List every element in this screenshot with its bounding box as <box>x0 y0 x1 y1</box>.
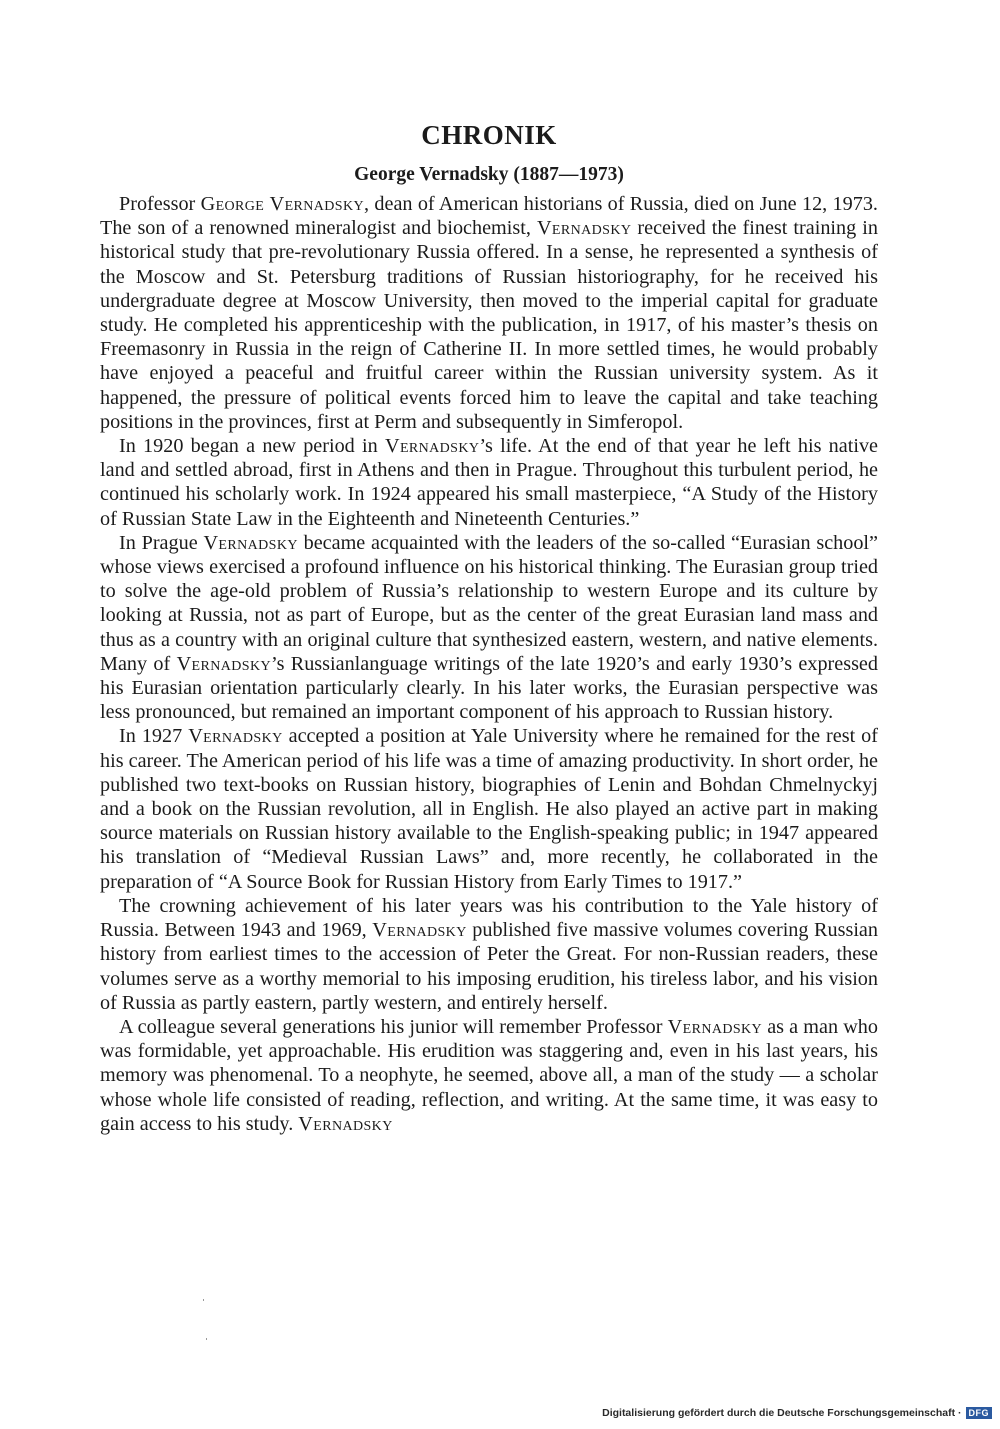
text-run: ’s Russianlanguage writings of the late 1920’s and early 1930’s expressed his Eurasian orientation particularly clearly. In his later works, the Eurasian perspective was less pronounced, but remained an important component of his approach to Russian history. <box>100 652 878 724</box>
section-title: CHRONIK <box>421 120 557 150</box>
article-body <box>100 192 878 1136</box>
text-run: The crowning achievement of his later years was his contribution to the Yale history of Russia. Between 1943 and 1969, <box>100 894 878 942</box>
dfg-logo-icon: DFG <box>966 1407 993 1419</box>
scan-speck <box>206 1338 207 1340</box>
paragraph <box>100 434 878 531</box>
text-run: ’s life. At the end of that year he left his native land and settled abroad, first in Athens and then in Prague. Throughout this turbulent period, he continued his scholarly work. In 1924 appeared his small masterpiece, “A Study of the History of Russian State Law in the Eighteenth and Nineteenth Centuries.” <box>100 435 878 530</box>
obituary-title: George Vernadsky (1887—1973) <box>354 164 624 185</box>
name-smallcaps: Vernadsky <box>298 1112 393 1135</box>
paragraph <box>100 531 878 725</box>
text-run: received the finest training in historical study that pre-revolutionary Russia offered. In a sense, he represented a synthesis of the Moscow and St. Petersburg traditions of Russian historiography, for he received his undergraduate degree at Moscow University, then moved to the imperial capital for graduate study. He completed his apprenticeship with the publication, in 1917, of his master’s thesis on Freemasonry in Russia in the reign of Catherine II. In more settled times, he would probably have enjoyed a peaceful and fruitful career within the Russian university system. As it happened, the pressure of political events forced him to leave the capital and take teaching positions in the provinces, first at Perm and subsequently in Simferopol. <box>100 217 878 433</box>
name-smallcaps: Vernadsky <box>203 531 298 554</box>
name-smallcaps: Vernadsky <box>384 435 480 458</box>
text-run: A colleague several generations his junior will remember Professor <box>119 1015 668 1038</box>
document-page <box>100 118 878 1136</box>
name-smallcaps: Vernadsky <box>536 217 632 240</box>
name-smallcaps: Vernadsky <box>372 919 467 942</box>
text-run: In 1920 began a new period in <box>119 435 385 458</box>
text-run: In 1927 <box>119 725 189 748</box>
text-run: published five massive volumes covering Russian history from earliest times to the accession of Peter the Great. For non-Russian readers, these volumes serve as a worthy memorial to his imposing erudition, his tireless labor, and his vision of Russia as partly eastern, partly western, and entirely herself. <box>100 919 878 1014</box>
name-smallcaps: Vernadsky <box>176 652 271 675</box>
text-run: as a man who was formidable, yet approachable. His erudition was staggering and, even in his last years, his memory was phenomenal. To a neophyte, he seemed, above all, a man of the study — a scholar whose whole life consisted of reading, reflection, and writing. At the same time, it was easy to gain access to his study. <box>100 1015 878 1135</box>
name-smallcaps: Vernadsky <box>188 725 283 748</box>
paragraph <box>100 894 878 1015</box>
digitization-footer <box>602 1407 992 1419</box>
footer-credit: Digitalisierung gefördert durch die Deutsche Forschungsgemeinschaft · <box>602 1407 962 1419</box>
name-smallcaps: George Vernadsky <box>200 193 365 215</box>
text-run: In Prague <box>119 531 204 554</box>
text-run: Professor <box>119 193 201 215</box>
paragraph <box>100 192 878 434</box>
text-run: became acquainted with the leaders of the so-called “Eurasian school” whose views exercised a profound influence on his historical thinking. The Eurasian group tried to solve the age-old problem of Russia’s relationship to western Europe and its culture by looking at Russia, not as part of Europe, but as the center of the great Eurasian land mass and thus as a country with an original culture that synthesized eastern, western, and native elements. Many of <box>100 531 878 675</box>
text-run: , dean of American historians of Russia, died on June 12, 1973. The son of a renowned mineralogist and biochemist, <box>100 193 878 240</box>
text-run: accepted a position at Yale University where he remained for the rest of his career. The American period of his life was a time of amazing productivity. In short order, he published two text-books on Russian history, biographies of Lenin and Bohdan Chmelnyckyj and a book on the Russian revolution, all in English. He also played an active part in making source materials on Russian history available to the English-speaking public; in 1947 appeared his translation of “Medieval Russian Laws” and, more recently, he collaborated in the preparation of “A Source Book for Russian History from Early Times to 1917.” <box>100 725 878 893</box>
name-smallcaps: Vernadsky <box>667 1015 763 1038</box>
paragraph <box>100 1015 878 1136</box>
scan-speck <box>203 1299 204 1301</box>
paragraph <box>100 724 878 893</box>
